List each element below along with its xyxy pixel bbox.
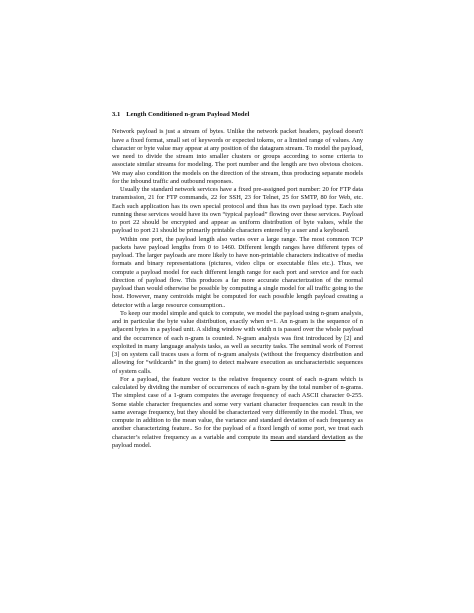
paragraph-feature-text: For a payload, the feature vector is the relative frequency count of each n-gram which is calculated by dividing the number of occurrences of each n-gram by the total number of n-grams. The simplest case of a 1-gram computes the average frequency of each ASCII character 0-255. Some stable character frequencies and some very variant character frequencies can result in the same average frequency, but they should be characterized very differently in the model. Thus, we compute in addition to the mean value, the variance and standard deviation of each frequency as another characterizing feature.. So for the payload of a fixed length of some port, we treat each character’s relative frequency as a variable and compute its	[112, 375, 363, 441]
paragraph-ngram: To keep our model simple and quick to compute, we model the payload using n-gram analysis, and in particular the byte value distribution, exactly when n=1. An n-gram is the sequence of n adjacent bytes in a payload unit. A sliding window with width n is passed over the whole payload and the occurrence of each n-gram is counted. N-gram analysis was first introduced by [2] and exploited in many language analysis tasks, as well as security tasks. The seminal work of Forrest [3] on system call traces uses a form of n-gram analysis (without the frequency distribution and allowing for “wildcards” in the gram) to detect malware execution as uncharacteristic sequences of system calls.	[112, 309, 363, 375]
paragraph-length: Within one port, the payload length also varies over a large range. The most common TCP packets have payload lengths from 0 to 1460. Different length ranges have different types of payload. The larger payloads are more likely to have non-printable characters indicative of media formats and binary representations (pictures, video clips or executable files etc.). Thus, we compute a payload model for each different length range for each port and service and for each direction of payload flow. This produces a far more accurate characterization of the normal payload than would otherwise be possible by computing a single model for all traffic going to the host. However, many centroids might be computed for each possible length payload creating a detector with a large resource consumption..	[112, 235, 363, 309]
underlined-phrase: mean and standard deviation	[270, 433, 346, 441]
text-column	[112, 111, 363, 450]
paragraph-feature-tail: as the payload model.	[112, 433, 364, 449]
section-heading	[112, 111, 363, 119]
paragraph-intro: Network payload is just a stream of bytes. Unlike the network packet headers, payload doesn't have a fixed format, small set of keywords or expected tokens, or a limited range of values. Any character or byte value may appear at any position of the datagram stream. To model the payload, we need to divide the stream into smaller clusters or groups according to some criteria to associate similar streams for modeling. The port number and the length are two obvious choices. We may also condition the models on the direction of the stream, thus producing separate models for the inbound traffic and outbound responses.	[112, 128, 363, 185]
section-title: Length Conditioned n-gram Payload Model	[126, 111, 250, 118]
section-number: 3.1	[112, 111, 121, 118]
paragraph-ports: Usually the standard network services have a fixed pre-assigned port number: 20 for FTP data transmission, 21 for FTP commands, 22 for SSH, 23 for Telnet, 25 for SMTP, 80 for Web, etc. Each such application has its own special protocol and thus has its own payload type. Each site running these services would have its own “typical payload” flowing over these services. Payload to port 22 should be encrypted and appear as uniform distribution of byte values, while the payload to port 21 should be primarily printable characters entered by a user and a keyboard.	[112, 186, 363, 235]
paragraph-feature-vector	[112, 376, 363, 450]
